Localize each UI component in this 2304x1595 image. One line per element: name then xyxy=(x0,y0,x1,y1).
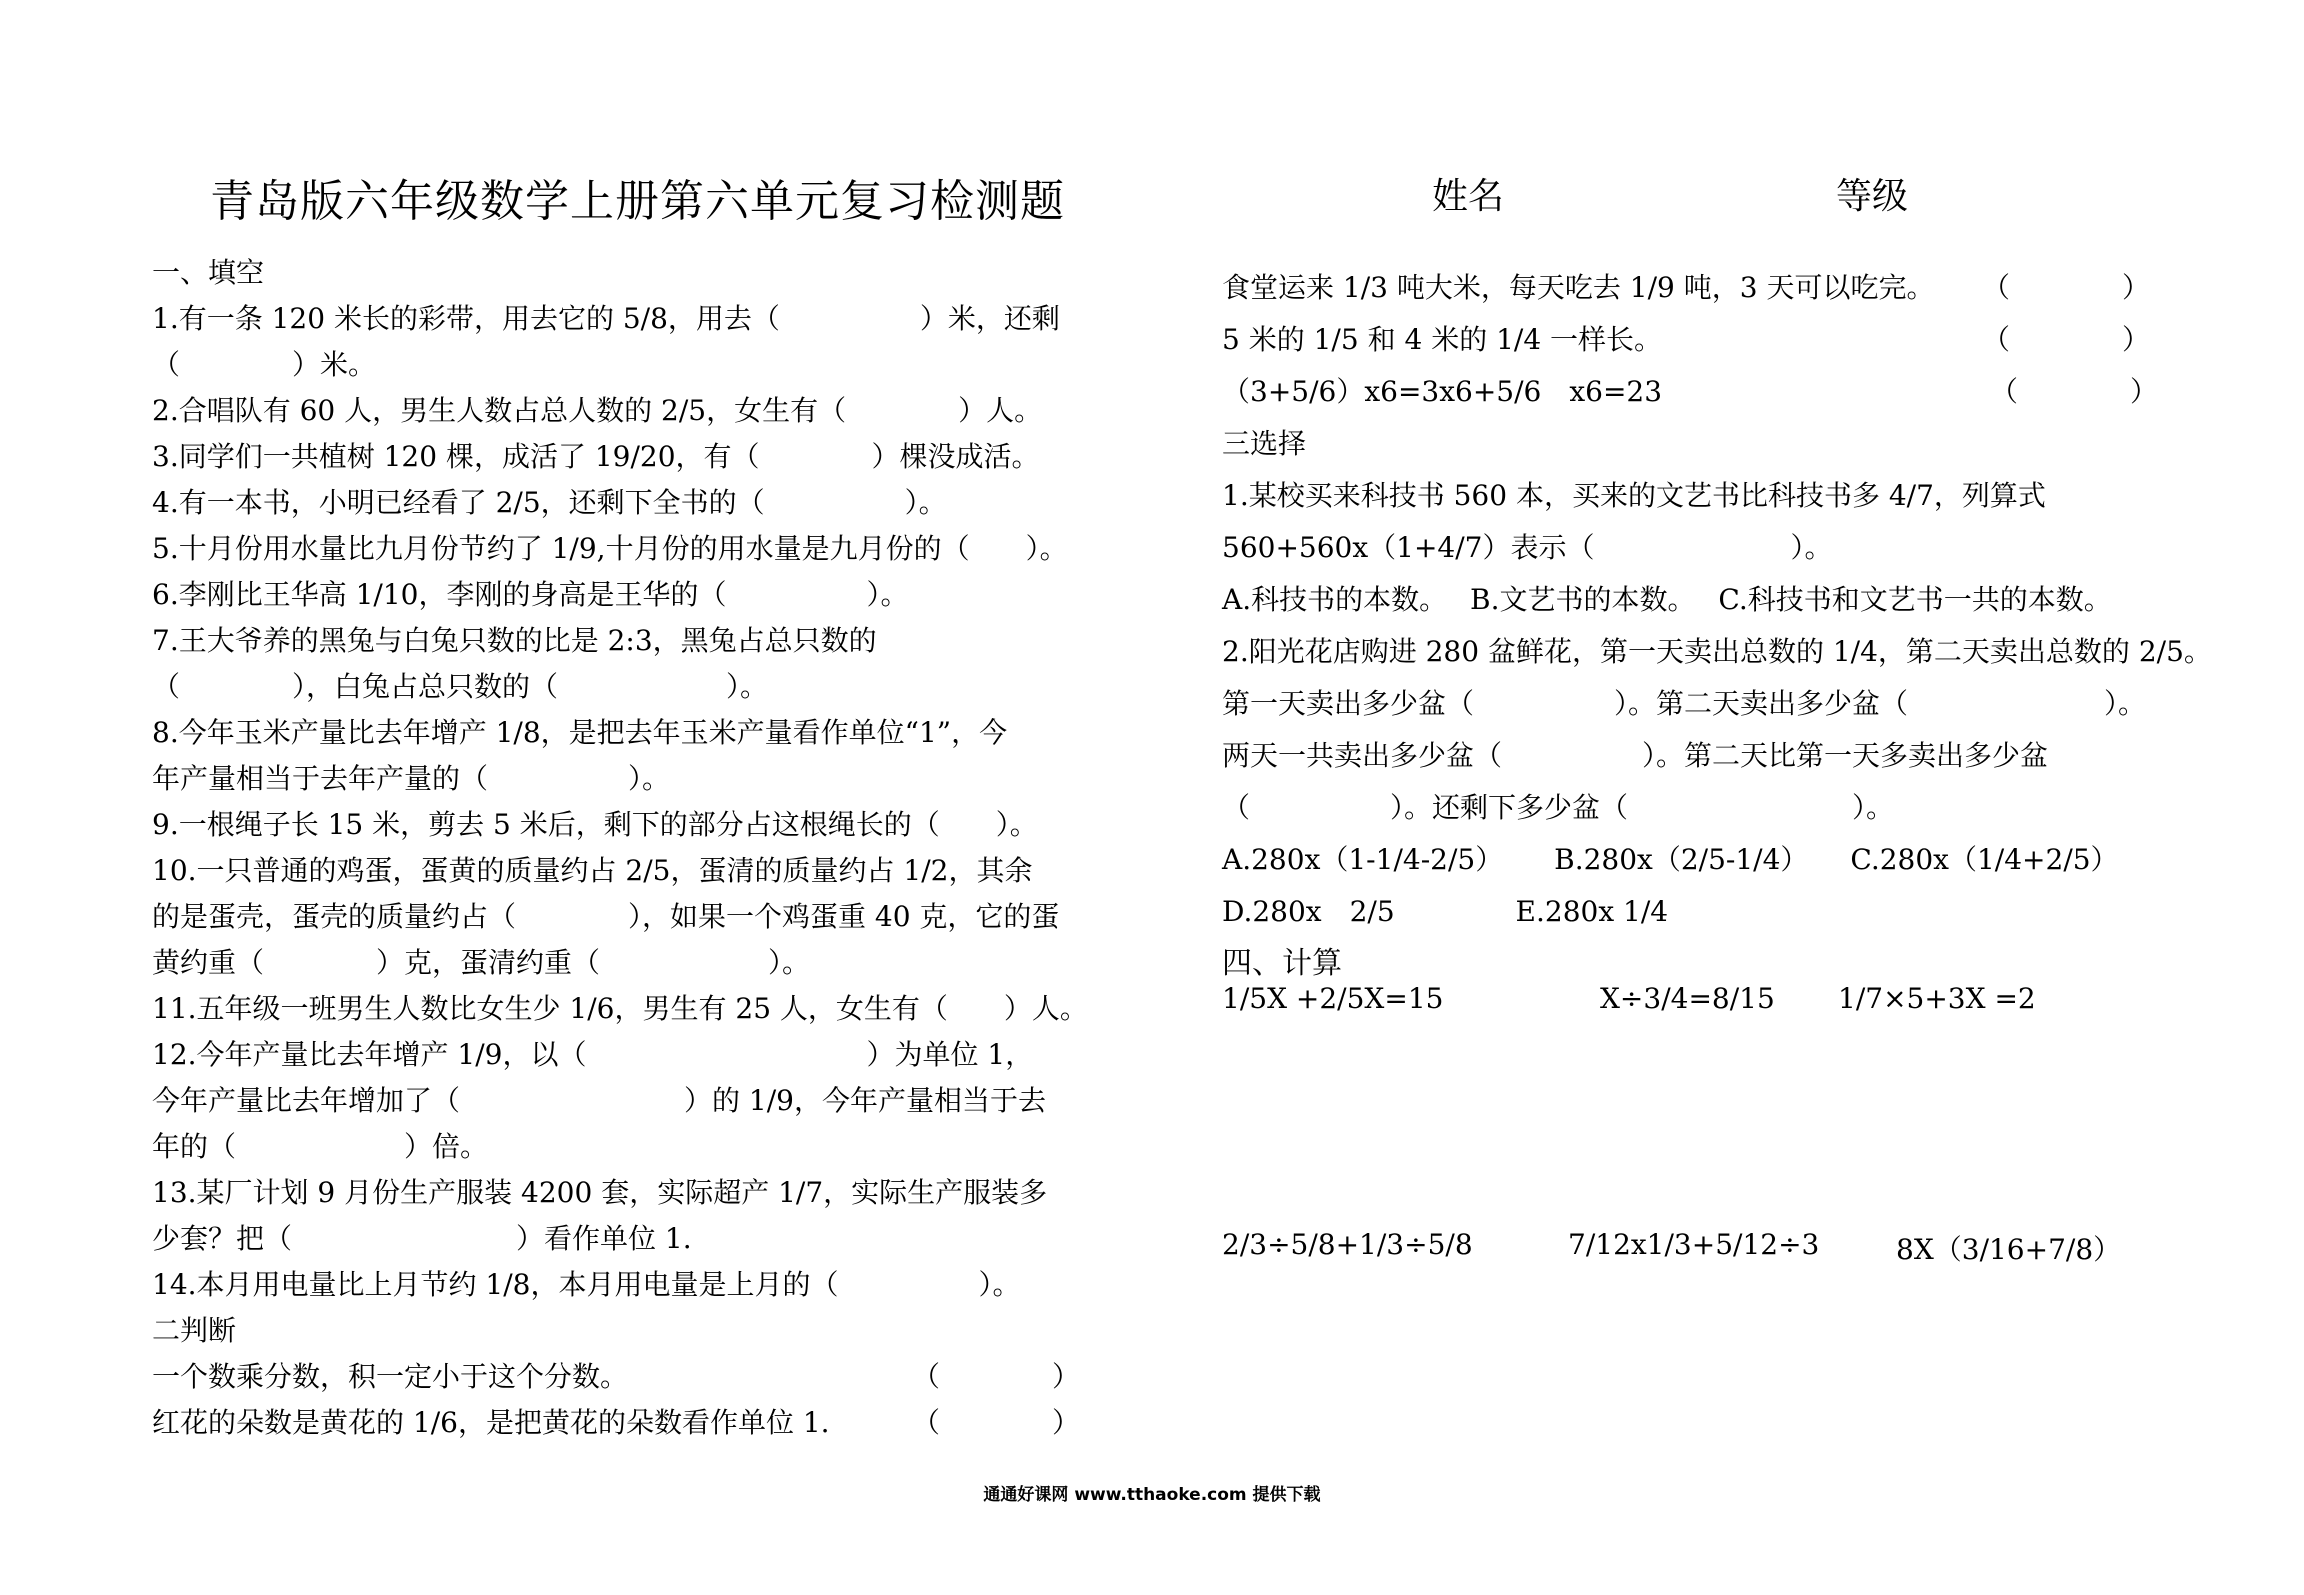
question-line: （ ），白兔占总只数的（ ）。 xyxy=(152,670,769,703)
choice-line: D.280x 2/5 E.280x 1/4 xyxy=(1222,895,1669,928)
judge-item-text: （3+5/6）x6=3x6+5/6 x6=23 xyxy=(1222,375,1663,408)
question-line: 7.王大爷养的黑兔与白兔只数的比是 2:3，黑兔占总只数的 xyxy=(152,624,877,657)
question-line: 6.李刚比王华高 1/10，李刚的身高是王华的（ ）。 xyxy=(152,578,909,611)
judge-answer-blank: （ ） xyxy=(1990,375,2159,408)
choice-line: A.280x（1-1/4-2/5） B.280x（2/5-1/4） C.280x（1/4+2/5） xyxy=(1222,843,2119,876)
judge-answer-blank: （ ） xyxy=(1982,323,2151,356)
right-column xyxy=(1222,262,2282,990)
calc-problem: 1/7×5+3X =2 xyxy=(1838,982,2036,1015)
section-heading-fill-blank: 一、填空 xyxy=(152,256,265,289)
question-line: 5.十月份用水量比九月份节约了 1/9,十月份的用水量是九月份的（ ）。 xyxy=(152,532,1068,565)
choice-line: A.科技书的本数。 B.文艺书的本数。 C.科技书和文艺书一共的本数。 xyxy=(1222,583,2112,616)
name-label: 姓名 xyxy=(1432,176,1505,217)
section-heading-judge: 二判断 xyxy=(152,1314,237,1347)
question-line: 8.今年玉米产量比去年增产 1/8，是把去年玉米产量看作单位“1”，今 xyxy=(152,716,1008,749)
question-line: 11.五年级一班男生人数比女生少 1/6，男生有 25 人，女生有（ ）人。 xyxy=(152,992,1088,1025)
judge-item xyxy=(1222,314,2282,366)
judge-item xyxy=(1222,262,2282,314)
calc-problem: 8X（3/16+7/8） xyxy=(1896,1233,2122,1266)
question-line: （ ）米。 xyxy=(152,348,377,381)
question-line: 12.今年产量比去年增产 1/9，以（ ）为单位 1， xyxy=(152,1038,1034,1071)
page-title: 青岛版六年级数学上册第六单元复习检测题 xyxy=(210,176,1065,227)
judge-item-text: 一个数乘分数，积一定小于这个分数。 xyxy=(152,1360,629,1393)
calc-problem: 1/5X +2/5X=15 xyxy=(1222,982,1444,1015)
question-line: 年的（ ）倍。 xyxy=(152,1130,489,1163)
calc-problem: 7/12x1/3+5/12÷3 xyxy=(1568,1228,1820,1261)
judge-answer-blank: （ ） xyxy=(1982,271,2151,304)
grade-label: 等级 xyxy=(1836,176,1909,217)
choice-line: （ ）。还剩下多少盆（ ）。 xyxy=(1222,791,1895,824)
judge-item-text: 5 米的 1/5 和 4 米的 1/4 一样长。 xyxy=(1222,323,1663,356)
judge-item-text: 食堂运来 1/3 吨大米，每天吃去 1/9 吨，3 天可以吃完。 xyxy=(1222,271,1935,304)
judge-answer-blank: （ ） xyxy=(912,1406,1081,1439)
question-line: 年产量相当于去年产量的（ ）。 xyxy=(152,762,671,795)
question-line: 13.某厂计划 9 月份生产服装 4200 套，实际超产 1/7，实际生产服装多 xyxy=(152,1176,1048,1209)
footer-credit: 通通好课网 www.tthaoke.com 提供下载 xyxy=(983,1485,1321,1505)
choice-line: 560+560x（1+4/7）表示（ ）。 xyxy=(1222,531,1833,564)
choice-line: 两天一共卖出多少盆（ ）。第二天比第一天多卖出多少盆 xyxy=(1222,739,2049,772)
section-heading-choice: 三选择 xyxy=(1222,427,1307,460)
choice-line: 2.阳光花店购进 280 盆鲜花，第一天卖出总数的 1/4，第二天卖出总数的 2/5。 xyxy=(1222,635,2212,668)
judge-answer-blank: （ ） xyxy=(912,1360,1081,1393)
judge-item xyxy=(152,1400,1162,1446)
choice-line: 1.某校买来科技书 560 本，买来的文艺书比科技书多 4/7，列算式 xyxy=(1222,479,2046,512)
question-line: 10.一只普通的鸡蛋，蛋黄的质量约占 2/5，蛋清的质量约占 1/2，其余 xyxy=(152,854,1033,887)
calc-problem: 2/3÷5/8+1/3÷5/8 xyxy=(1222,1228,1473,1261)
question-line: 14.本月用电量比上月节约 1/8，本月用电量是上月的（ ）。 xyxy=(152,1268,1021,1301)
choice-line: 第一天卖出多少盆（ ）。第二天卖出多少盆（ ）。 xyxy=(1222,687,2147,720)
judge-item xyxy=(1222,366,2282,418)
left-column xyxy=(152,250,1162,1446)
judge-item-text: 红花的朵数是黄花的 1/6，是把黄花的朵数看作单位 1. xyxy=(152,1406,830,1439)
question-line: 的是蛋壳，蛋壳的质量约占（ ），如果一个鸡蛋重 40 克，它的蛋 xyxy=(152,900,1060,933)
section-heading-calc: 四、计算 xyxy=(1222,946,1342,981)
question-line: 1.有一条 120 米长的彩带，用去它的 5/8，用去（ ）米，还剩 xyxy=(152,302,1060,335)
question-line: 黄约重（ ）克，蛋清约重（ ）。 xyxy=(152,946,811,979)
question-line: 2.合唱队有 60 人，男生人数占总人数的 2/5，女生有（ ）人。 xyxy=(152,394,1043,427)
question-line: 少套？把（ ）看作单位 1. xyxy=(152,1222,692,1255)
question-line: 9.一根绳子长 15 米，剪去 5 米后，剩下的部分占这根绳长的（ ）。 xyxy=(152,808,1038,841)
question-line: 今年产量比去年增加了（ ）的 1/9，今年产量相当于去 xyxy=(152,1084,1046,1117)
question-line: 3.同学们一共植树 120 棵，成活了 19/20，有（ ）棵没成活。 xyxy=(152,440,1040,473)
question-line: 4.有一本书，小明已经看了 2/5，还剩下全书的（ ）。 xyxy=(152,486,947,519)
judge-item xyxy=(152,1354,1162,1400)
calc-problem: X÷3/4=8/15 xyxy=(1600,982,1775,1015)
